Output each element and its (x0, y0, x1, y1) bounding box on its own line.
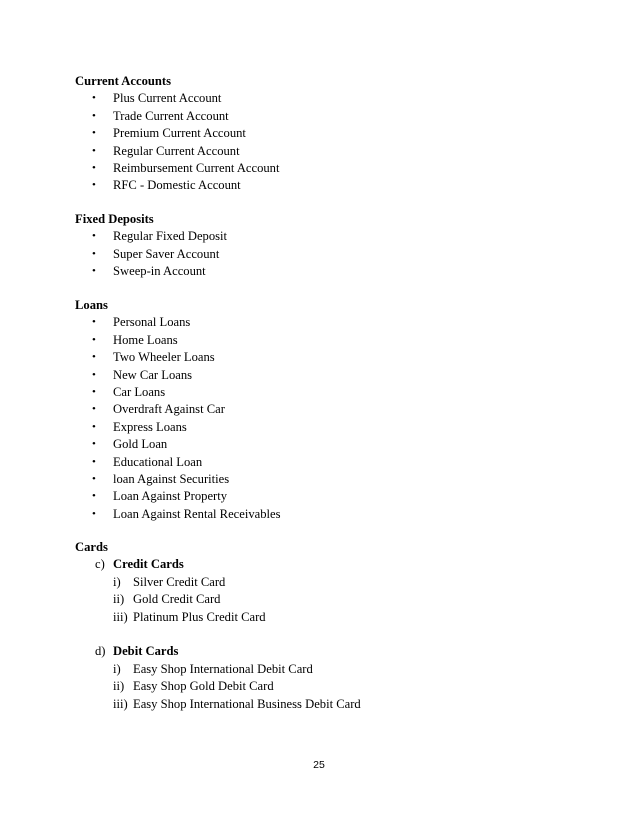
list-item (75, 349, 281, 366)
bullet-icon: • (92, 92, 96, 105)
credit-cards-subheading (75, 556, 361, 573)
debit-cards-subheading (75, 643, 361, 660)
list-item (75, 125, 279, 142)
list-item (75, 367, 281, 384)
list-item-text: Premium Current Account (113, 126, 246, 141)
bullet-icon: • (92, 247, 96, 260)
debit-cards-marker: d) (95, 644, 106, 659)
fixed-deposits-heading: Fixed Deposits (75, 212, 154, 226)
bullet-icon: • (92, 351, 96, 364)
list-item (75, 488, 281, 505)
list-item-text: Two Wheeler Loans (113, 350, 215, 365)
list-item-text: Overdraft Against Car (113, 402, 225, 417)
credit-cards-list (75, 574, 361, 626)
cards-heading: Cards (75, 540, 108, 554)
bullet-icon: • (92, 385, 96, 398)
list-item-text: Express Loans (113, 419, 187, 434)
item-number: iii) (113, 609, 128, 624)
list-item (75, 574, 361, 591)
bullet-icon: • (92, 316, 96, 329)
list-item-text: Trade Current Account (113, 108, 229, 123)
item-text: Platinum Plus Credit Card (133, 609, 266, 624)
debit-cards-list (75, 661, 361, 713)
list-item (75, 506, 281, 523)
list-item-text: Home Loans (113, 332, 178, 347)
list-item (75, 591, 361, 608)
credit-cards-marker: c) (95, 557, 105, 572)
list-item-text: Car Loans (113, 384, 166, 399)
bullet-icon: • (92, 490, 96, 503)
bullet-icon: • (92, 161, 96, 174)
list-item-text: Loan Against Rental Receivables (113, 506, 281, 521)
bullet-icon: • (92, 472, 96, 485)
list-item (75, 108, 279, 125)
loans-section (75, 297, 281, 523)
bullet-icon: • (92, 179, 96, 192)
list-item (75, 246, 227, 263)
bullet-icon: • (92, 507, 96, 520)
debit-cards-title: Debit Cards (113, 644, 179, 659)
current-accounts-section (75, 73, 279, 195)
list-item (75, 384, 281, 401)
list-item (75, 314, 281, 331)
bullet-icon: • (92, 420, 96, 433)
item-text: Silver Credit Card (133, 574, 226, 589)
list-item-text: Regular Current Account (113, 143, 240, 158)
list-item-text: Loan Against Property (113, 489, 228, 504)
bullet-icon: • (92, 127, 96, 140)
list-item (75, 471, 281, 488)
loans-heading: Loans (75, 298, 108, 312)
list-item (75, 332, 281, 349)
list-item (75, 609, 361, 626)
item-text: Easy Shop International Debit Card (133, 661, 313, 676)
bullet-icon: • (92, 403, 96, 416)
item-number: i) (113, 574, 121, 589)
list-item-text: Personal Loans (113, 315, 191, 330)
current-accounts-heading: Current Accounts (75, 74, 171, 88)
list-item-text: Sweep-in Account (113, 264, 206, 279)
list-item (75, 436, 281, 453)
current-accounts-list (75, 90, 279, 194)
item-text: Easy Shop International Business Debit Card (133, 696, 361, 711)
list-item (75, 160, 279, 177)
list-item-text: New Car Loans (113, 367, 193, 382)
list-item-text: Reimbursement Current Account (113, 160, 280, 175)
bullet-icon: • (92, 455, 96, 468)
cards-section (75, 539, 361, 713)
list-item (75, 419, 281, 436)
bullet-icon: • (92, 109, 96, 122)
list-item (75, 90, 279, 107)
list-item-text: Gold Loan (113, 437, 168, 452)
credit-cards-title: Credit Cards (113, 557, 184, 572)
bullet-icon: • (92, 265, 96, 278)
list-item (75, 696, 361, 713)
bullet-icon: • (92, 368, 96, 381)
list-item-text: Regular Fixed Deposit (113, 229, 228, 244)
page-number: 25 (313, 759, 325, 771)
item-number: ii) (113, 679, 125, 694)
item-number: iii) (113, 696, 128, 711)
list-item-text: loan Against Securities (113, 471, 230, 486)
fixed-deposits-list (75, 228, 227, 280)
list-item (75, 143, 279, 160)
list-item-text: Plus Current Account (113, 91, 222, 106)
item-text: Gold Credit Card (133, 592, 221, 607)
item-text: Easy Shop Gold Debit Card (133, 679, 274, 694)
list-item (75, 263, 227, 280)
bullet-icon: • (92, 144, 96, 157)
list-item (75, 678, 361, 695)
list-item (75, 401, 281, 418)
list-item (75, 177, 279, 194)
item-number: ii) (113, 592, 125, 607)
list-item-text: Super Saver Account (113, 246, 220, 261)
fixed-deposits-section (75, 211, 227, 281)
item-number: i) (113, 661, 121, 676)
list-item (75, 454, 281, 471)
bullet-icon: • (92, 230, 96, 243)
bullet-icon: • (92, 333, 96, 346)
list-item (75, 228, 227, 245)
list-item-text: RFC - Domestic Account (113, 178, 241, 193)
list-item-text: Educational Loan (113, 454, 203, 469)
loans-list (75, 314, 281, 523)
bullet-icon: • (92, 438, 96, 451)
list-item (75, 661, 361, 678)
